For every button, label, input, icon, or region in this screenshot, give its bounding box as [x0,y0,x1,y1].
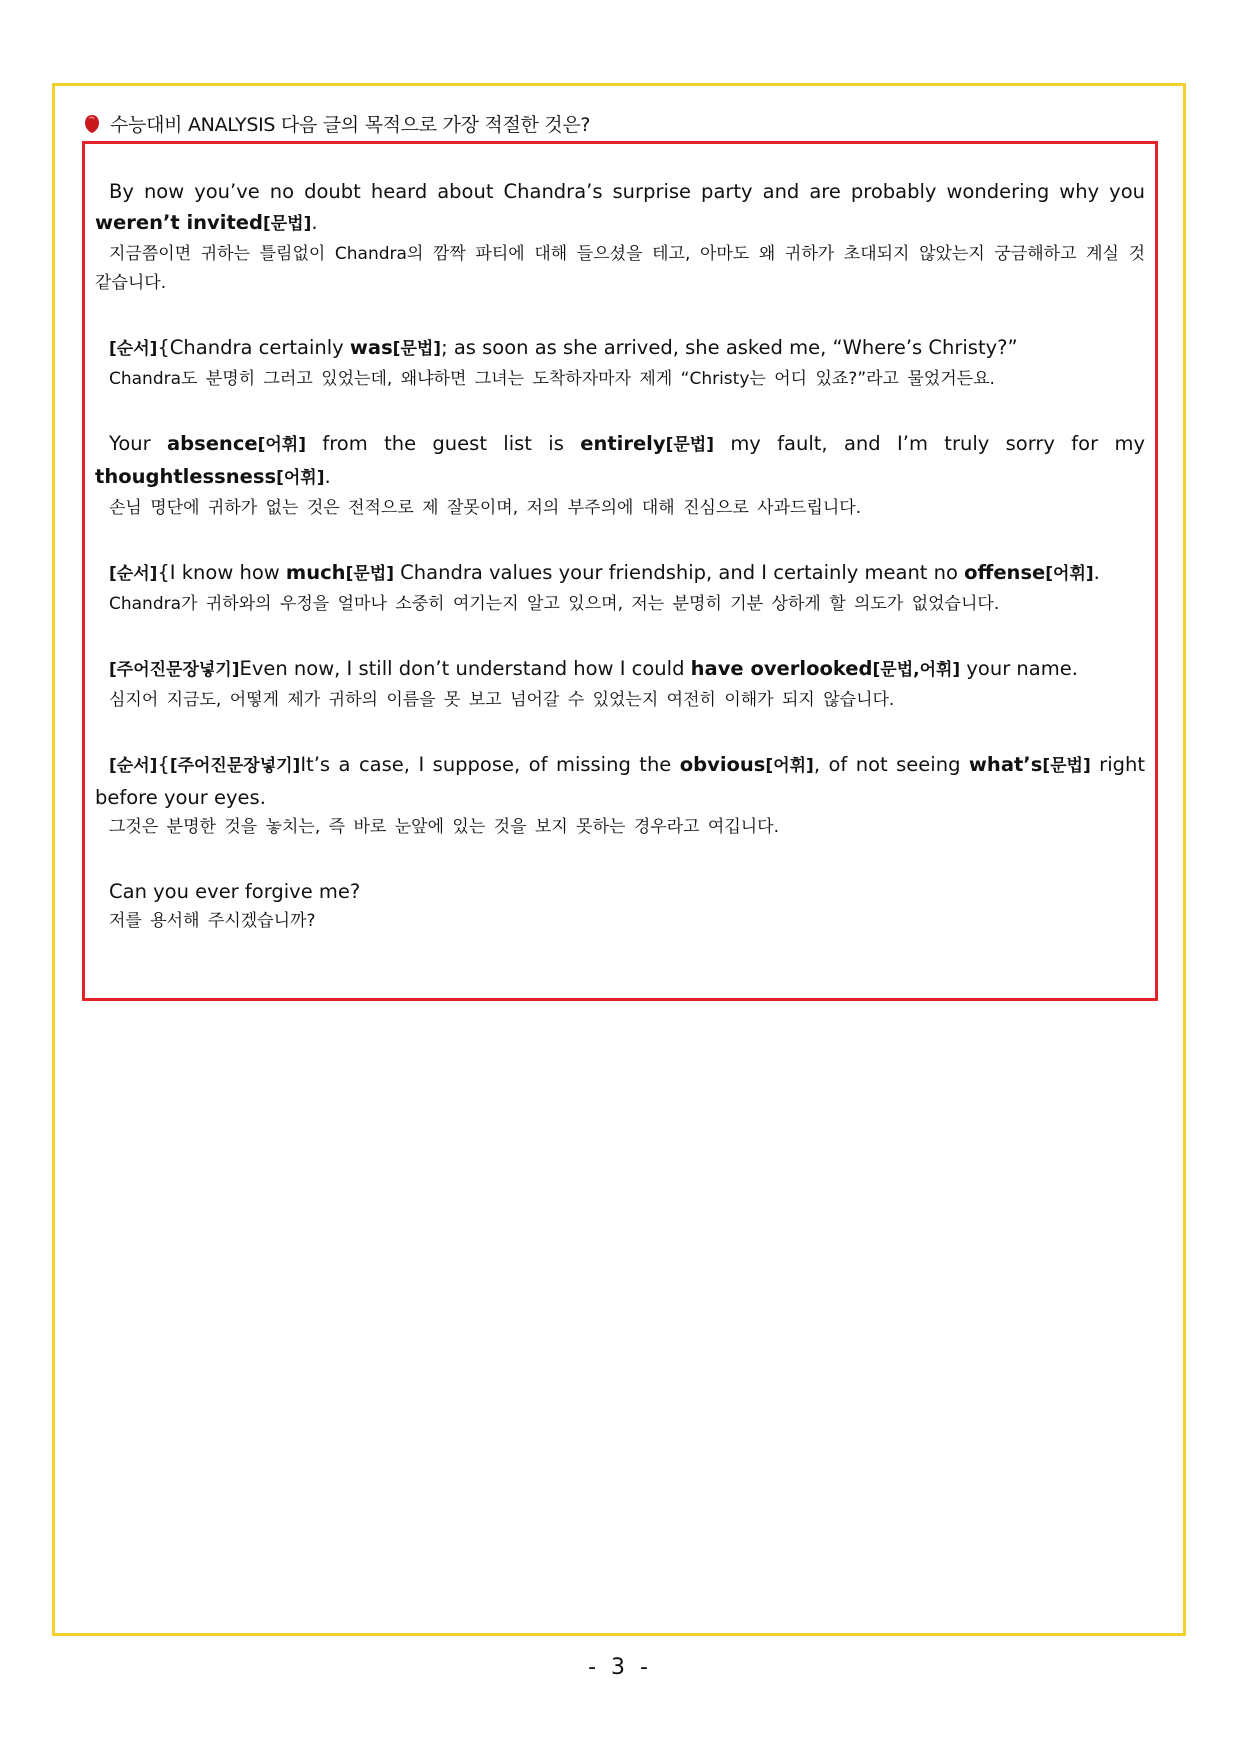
sentence-text: . [324,465,331,488]
annotation-tag: [문법] [1042,756,1091,776]
sentence-text: {I know how [157,561,286,584]
section-header [84,110,590,137]
highlighted-word: thoughtlessness [95,465,277,488]
passage-paragraph [95,653,1145,715]
english-sentence [95,876,1145,907]
annotation-tag: [어휘] [1045,564,1094,584]
sentence-text: right before your eyes. [95,753,1146,809]
sentence-text: from the guest list is [306,432,581,455]
korean-translation: 심지어 지금도, 어떻게 제가 귀하의 이름을 못 보고 넘어갈 수 있었는지 여전히 이해가 되지 않습니다. [109,690,895,710]
sentence-text: {Chandra certainly [157,336,350,359]
korean-translation: 손님 명단에 귀하가 없는 것은 전적으로 제 잘못이며, 저의 부주의에 대해 진심으로 사과드립니다. [109,498,862,518]
highlighted-word: much [285,561,346,584]
english-sentence [95,653,1145,686]
korean-translation: Chandra도 분명히 그러고 있었는데, 왜냐하면 그녀는 도착하자마자 제게 “Christy는 어디 있죠?”라고 물었거든요. [109,369,995,389]
english-sentence [95,176,1145,240]
annotation-tag: [어휘] [276,468,325,488]
annotation-tag: [문법] [392,339,442,359]
highlighted-word: absence [166,432,258,455]
annotation-tag: [순서] [109,564,158,584]
highlighted-word: weren’t invited [95,211,263,234]
annotation-tag: [순서] [109,756,158,776]
passage-paragraph [95,749,1145,842]
highlighted-word: entirely [580,432,666,455]
passage-paragraph [95,332,1145,394]
sentence-text: Even now, I still don’t understand how I could [239,657,691,680]
annotation-tag: [문법] [262,214,312,234]
sentence-text: . [1093,561,1100,584]
red-gem-icon [84,114,100,134]
english-sentence [95,557,1145,590]
korean-translation: 지금쯤이면 귀하는 틀림없이 Chandra의 깜짝 파티에 대해 들으셨을 테고, 아마도 왜 귀하가 초대되지 않았는지 궁금해하고 계실 것 같습니다. [95,244,1145,293]
annotation-tag: [주어진문장넣기] [109,660,240,680]
sentence-text: By now you’ve no doubt heard about Chandra’s surprise party and are probably wondering why you [109,180,1145,203]
passage-box [82,141,1158,1001]
highlighted-word: obvious [679,753,766,776]
highlighted-word: was [349,336,393,359]
sentence-text: It’s a case, I suppose, of missing the [300,753,680,776]
annotation-tag: [어휘] [765,756,814,776]
header-title: 수능대비 ANALYSIS 다음 글의 목적으로 가장 적절한 것은? [110,114,591,136]
passage-paragraph [95,557,1145,619]
english-sentence [95,428,1145,494]
sentence-text: Your [109,432,167,455]
sentence-text: ; as soon as she arrived, she asked me, “Where’s Christy?” [441,336,1018,359]
passage-paragraph [95,176,1145,298]
sentence-text: , of not seeing [813,753,969,776]
sentence-text: . [311,211,318,234]
english-sentence [95,749,1145,813]
highlighted-word: have overlooked [690,657,873,680]
annotation-tag: [주어진문장넣기] [169,756,301,776]
korean-translation: Chandra가 귀하와의 우정을 얼마나 소중히 여기는지 알고 있으며, 저는 분명히 기분 상하게 할 의도가 없었습니다. [109,594,1000,614]
annotation-tag: [문법] [345,564,394,584]
annotation-tag: [순서] [109,339,158,359]
page-number: - 3 - [588,1655,652,1680]
passage-paragraph [95,428,1145,523]
annotation-tag: [문법] [665,435,714,455]
sentence-text: Can you ever forgive me? [109,880,361,903]
sentence-text: { [157,753,170,776]
highlighted-word: what’s [968,753,1043,776]
sentence-text: my fault, and I’m truly sorry for my [713,432,1145,455]
annotation-tag: [문법,어휘] [872,660,961,680]
korean-translation: 저를 용서해 주시겠습니까? [109,911,316,931]
sentence-text: your name. [960,657,1078,680]
annotation-tag: [어휘] [257,435,306,455]
passage-paragraph [95,876,1145,936]
korean-translation: 그것은 분명한 것을 놓치는, 즉 바로 눈앞에 있는 것을 보지 못하는 경우라고 여깁니다. [109,817,780,837]
highlighted-word: offense [964,561,1046,584]
sentence-text: Chandra values your friendship, and I certainly meant no [393,561,965,584]
english-sentence [95,332,1145,365]
